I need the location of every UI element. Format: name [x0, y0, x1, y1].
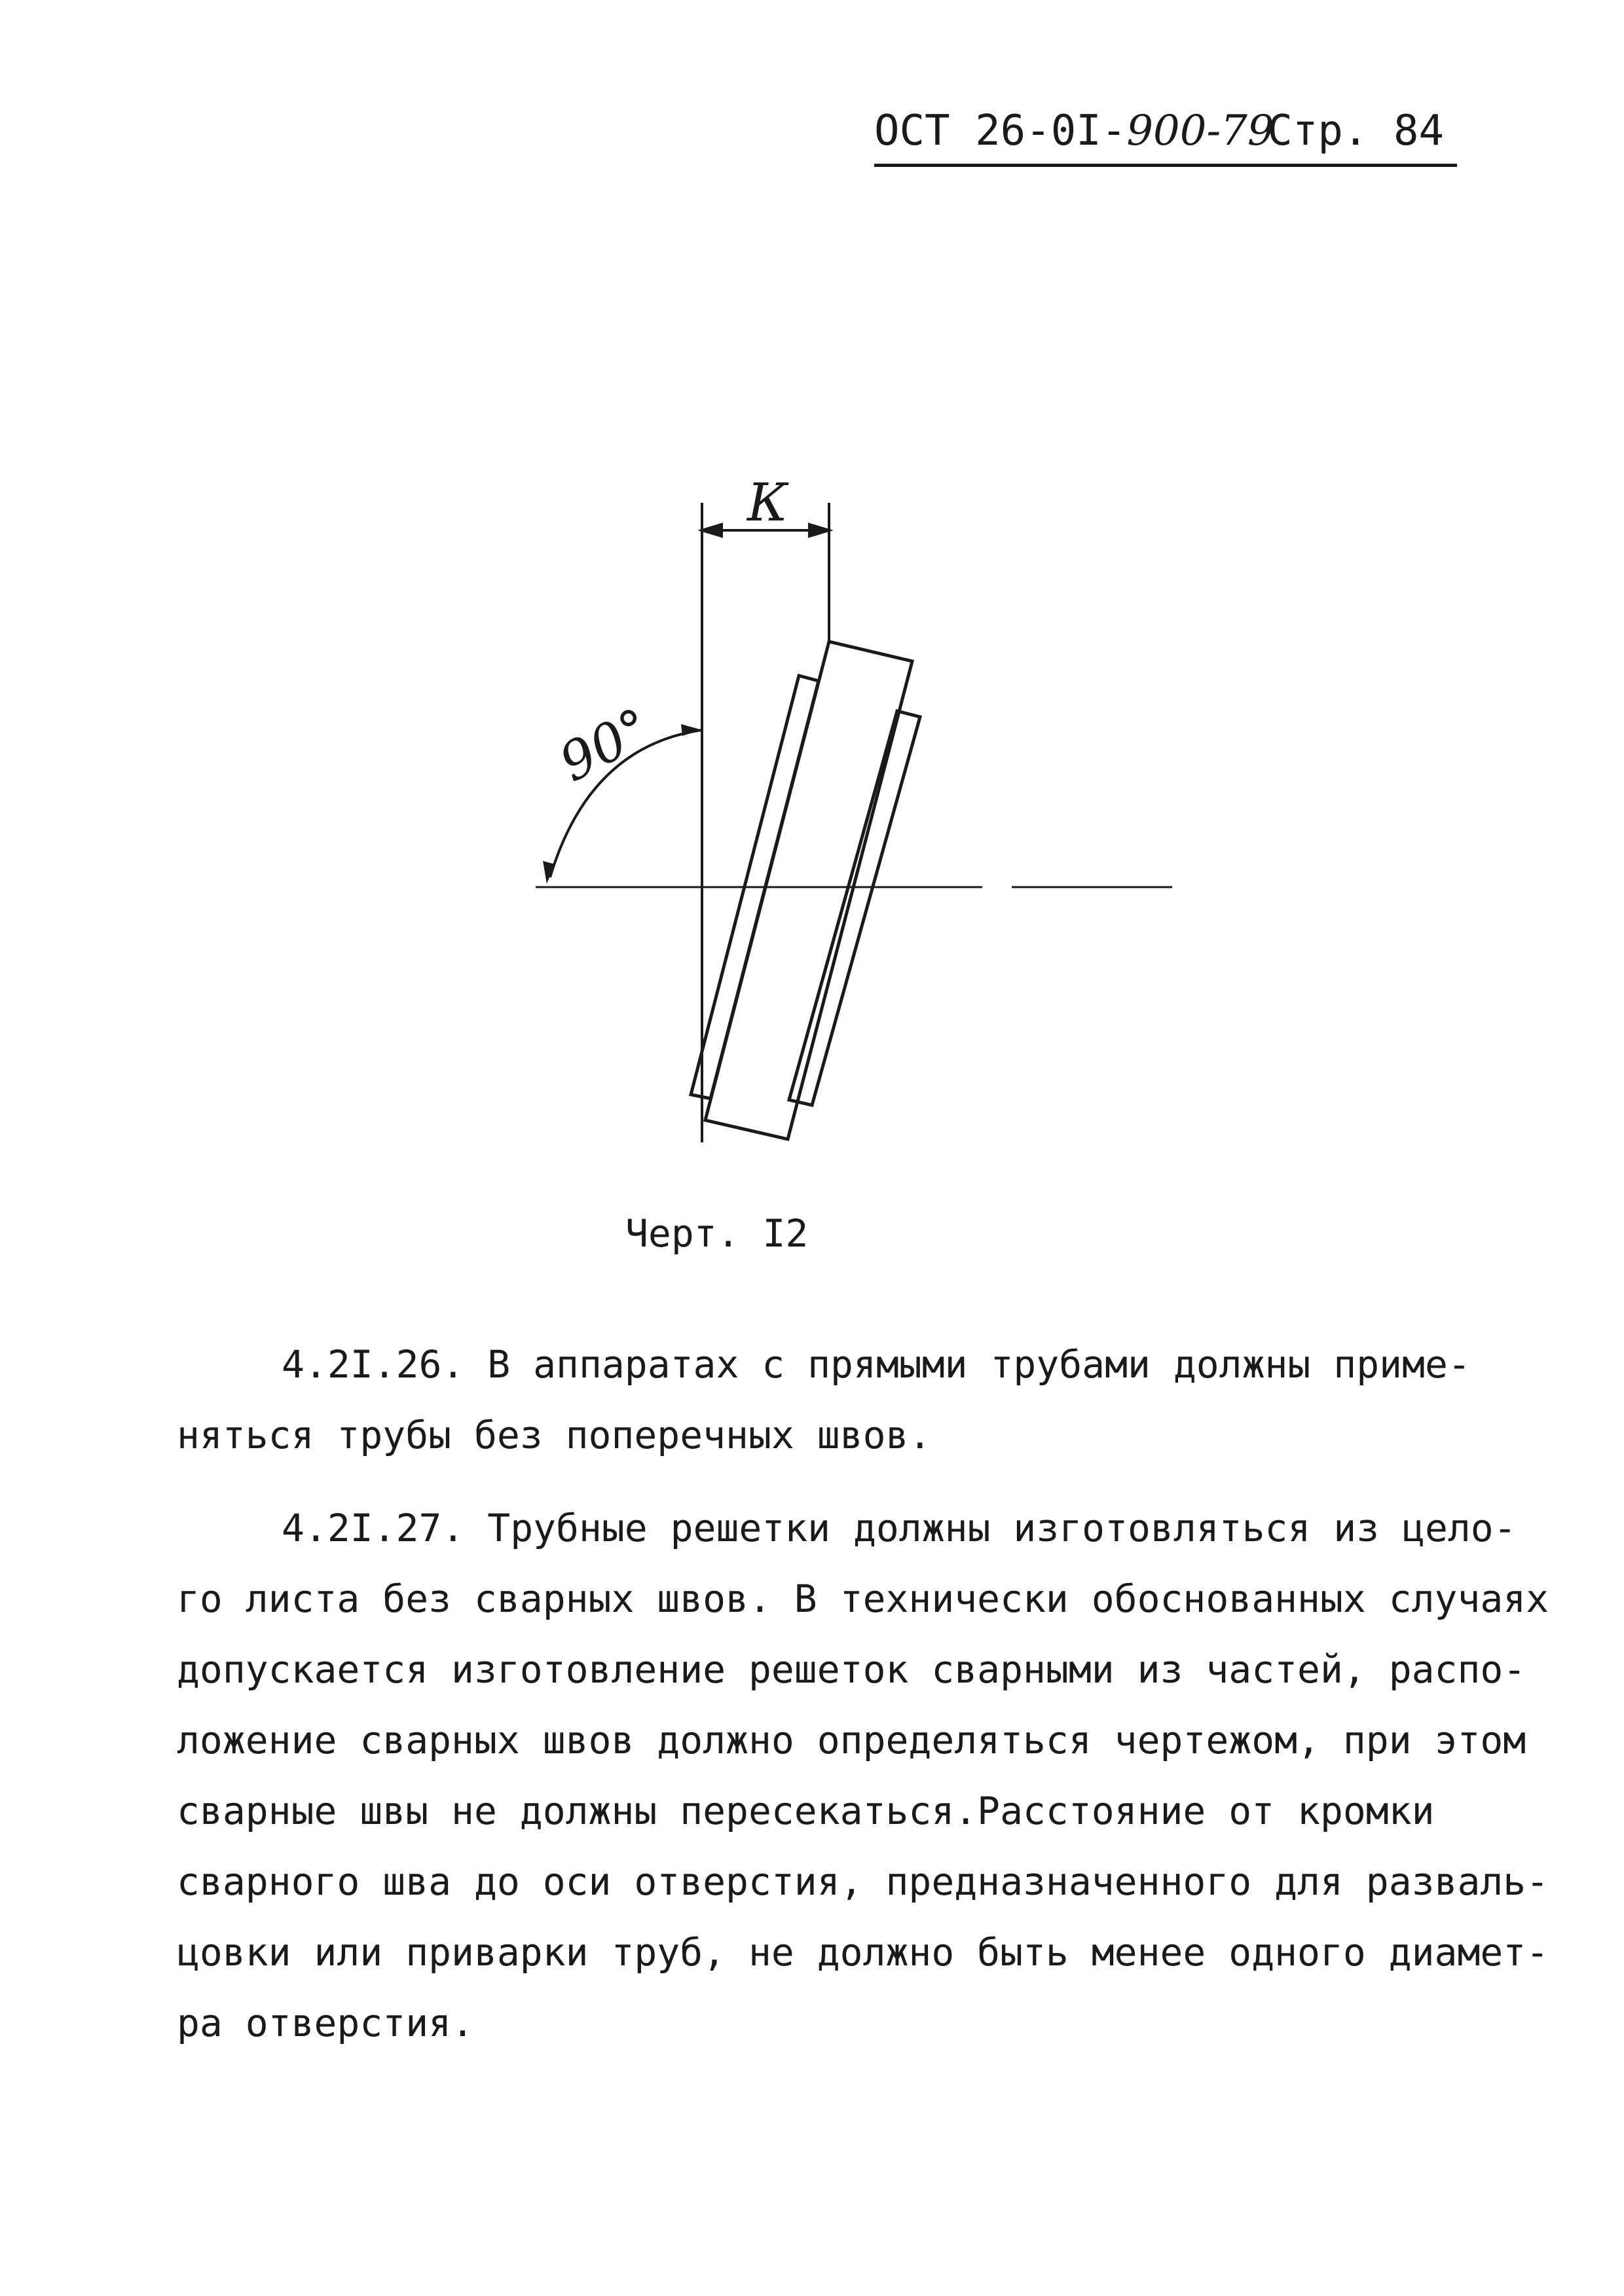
paragraph-line: няться трубы без поперечных швов.	[177, 1413, 932, 1457]
arrowhead-right	[809, 524, 829, 536]
angle-label: 90°	[549, 696, 661, 794]
doc-prefix: ОСТ 26-0I-	[874, 107, 1127, 155]
dimension-label: К	[747, 478, 788, 533]
figure-caption: Черт. I2	[625, 1211, 809, 1256]
tube-and-sheet	[691, 642, 920, 1139]
page-label: Стр. 84	[1267, 107, 1444, 155]
paragraph-4-21-26	[177, 1329, 1471, 1470]
doc-number: 900-79	[1126, 107, 1274, 155]
dimension-k	[702, 503, 829, 1142]
document-header	[874, 105, 1457, 167]
paragraph-line: го листа без сварных швов. В технически обоснованных случаях	[177, 1576, 1549, 1621]
paragraph-line: сварные швы не должны пересекаться.Расстояние от кромки	[177, 1789, 1435, 1833]
paragraph-line: ра отверстия.	[177, 2001, 474, 2045]
technical-drawing	[511, 478, 1198, 1185]
tube-wall-right	[789, 711, 920, 1105]
arrowhead-left	[702, 524, 722, 536]
arc-arrow-top	[681, 724, 702, 736]
paragraph-4-21-27	[177, 1493, 1549, 2058]
paragraph-line: сварного шва до оси отверстия, предназначенного для разваль-	[177, 1859, 1549, 1904]
paragraph-line: допускается изготовление решеток сварными из частей, распо-	[177, 1647, 1526, 1692]
paragraph-line: цовки или приварки труб, не должно быть менее одного диамет-	[177, 1930, 1549, 1975]
paragraph-line: ложение сварных швов должно определяться чертежом, при этом	[177, 1718, 1526, 1762]
paragraph-line: 4.2I.27. Трубные решетки должны изготовляться из цело-	[282, 1506, 1517, 1550]
paragraph-line: 4.2I.26. В аппаратах с прямыми трубами должны приме-	[282, 1342, 1471, 1387]
